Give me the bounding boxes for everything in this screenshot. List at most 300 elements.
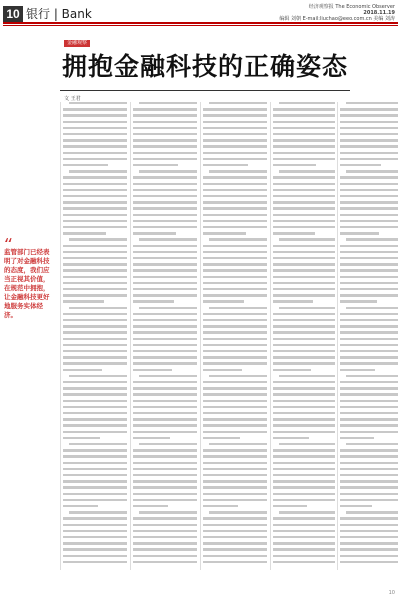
text-line: [133, 517, 197, 519]
text-line: [133, 282, 197, 284]
text-line: [273, 158, 335, 160]
text-line: [203, 114, 267, 116]
text-line: [340, 127, 398, 129]
text-line: [340, 331, 398, 333]
text-line: [133, 251, 197, 253]
text-line: [273, 381, 335, 383]
text-line: [203, 207, 267, 209]
text-line: [340, 139, 398, 141]
text-line: [203, 220, 267, 222]
text-line: [203, 555, 267, 557]
page-number: 10: [3, 6, 23, 22]
text-line: [209, 170, 267, 172]
body-column-3: [203, 102, 267, 570]
text-line: [63, 455, 127, 457]
text-line: [63, 263, 127, 265]
text-line: [63, 313, 127, 315]
text-line: [133, 263, 197, 265]
text-line: [203, 139, 267, 141]
text-line: [273, 468, 335, 470]
text-line: [133, 300, 174, 302]
text-line: [203, 276, 267, 278]
text-line: [133, 133, 197, 135]
text-line: [139, 170, 197, 172]
text-line: [63, 480, 127, 482]
column-divider: [130, 102, 131, 570]
text-line: [63, 288, 127, 290]
page-header: [0, 0, 401, 34]
text-line: [203, 189, 267, 191]
body-column-4: [273, 102, 335, 570]
text-line: [273, 133, 335, 135]
text-line: [273, 486, 335, 488]
text-line: [273, 220, 335, 222]
text-line: [209, 307, 267, 309]
text-line: [133, 139, 197, 141]
text-line: [63, 121, 127, 123]
text-line: [203, 294, 267, 296]
text-line: [133, 530, 197, 532]
text-line: [203, 325, 267, 327]
text-line: [203, 313, 267, 315]
text-line: [203, 127, 267, 129]
text-line: [133, 555, 197, 557]
text-line: [139, 443, 197, 445]
text-line: [340, 269, 398, 271]
text-line: [203, 462, 267, 464]
text-line: [63, 152, 127, 154]
text-line: [63, 499, 127, 501]
text-line: [203, 201, 267, 203]
text-line: [203, 288, 267, 290]
text-line: [203, 517, 267, 519]
text-line: [63, 276, 127, 278]
text-line: [273, 331, 335, 333]
text-line: [340, 319, 398, 321]
text-line: [203, 152, 267, 154]
text-line: [203, 183, 267, 185]
text-line: [203, 455, 267, 457]
text-line: [203, 195, 267, 197]
text-line: [273, 263, 335, 265]
text-line: [340, 183, 398, 185]
text-line: [340, 294, 398, 296]
text-line: [273, 288, 335, 290]
text-line: [340, 201, 398, 203]
text-line: [133, 127, 197, 129]
text-line: [203, 486, 267, 488]
text-line: [203, 542, 267, 544]
text-line: [63, 548, 127, 550]
body-column-1: [63, 102, 127, 570]
text-line: [340, 325, 398, 327]
text-line: [133, 207, 197, 209]
text-line: [340, 418, 398, 420]
text-line: [279, 375, 335, 377]
text-line: [273, 145, 335, 147]
text-line: [340, 263, 398, 265]
text-line: [340, 108, 398, 110]
text-line: [63, 319, 127, 321]
text-line: [279, 238, 335, 240]
text-line: [340, 251, 398, 253]
text-line: [133, 294, 197, 296]
text-line: [273, 251, 335, 253]
text-line: [203, 418, 267, 420]
text-line: [340, 288, 398, 290]
text-line: [69, 307, 127, 309]
text-line: [209, 375, 267, 377]
text-line: [63, 536, 127, 538]
text-line: [273, 474, 335, 476]
text-line: [340, 276, 398, 278]
text-line: [273, 418, 335, 420]
text-line: [63, 393, 127, 395]
text-line: [63, 344, 127, 346]
text-line: [340, 158, 398, 160]
text-line: [133, 356, 197, 358]
text-line: [69, 102, 127, 104]
text-line: [273, 362, 335, 364]
text-line: [340, 393, 398, 395]
text-line: [63, 331, 127, 333]
text-line: [133, 257, 197, 259]
text-line: [133, 462, 197, 464]
text-line: [63, 201, 127, 203]
text-line: [273, 294, 335, 296]
text-line: [63, 127, 127, 129]
text-line: [340, 536, 398, 538]
body-column-5: [340, 102, 398, 570]
text-line: [133, 406, 197, 408]
text-line: [279, 102, 335, 104]
text-line: [63, 350, 127, 352]
text-line: [340, 524, 398, 526]
text-line: [63, 232, 106, 234]
text-line: [203, 362, 267, 364]
text-line: [203, 257, 267, 259]
text-line: [273, 152, 335, 154]
text-line: [340, 406, 398, 408]
text-line: [273, 121, 335, 123]
text-line: [203, 133, 267, 135]
text-line: [340, 176, 398, 178]
text-line: [63, 133, 127, 135]
text-line: [63, 424, 127, 426]
text-line: [63, 381, 127, 383]
text-line: [273, 319, 335, 321]
text-line: [133, 362, 197, 364]
text-line: [340, 282, 398, 284]
header-meta: [245, 4, 395, 22]
column-divider: [270, 102, 271, 570]
text-line: [63, 183, 127, 185]
article-author: 文 王君: [64, 96, 81, 102]
text-line: [273, 269, 335, 271]
text-line: [133, 325, 197, 327]
text-line: [133, 468, 197, 470]
text-line: [346, 170, 398, 172]
text-line: [340, 195, 398, 197]
text-line: [133, 114, 197, 116]
text-line: [273, 226, 335, 228]
text-line: [63, 542, 127, 544]
text-line: [63, 555, 127, 557]
text-line: [203, 449, 267, 451]
text-line: [273, 536, 335, 538]
text-line: [63, 449, 127, 451]
text-line: [273, 412, 335, 414]
text-line: [63, 418, 127, 420]
text-line: [273, 449, 335, 451]
text-line: [203, 108, 267, 110]
text-line: [133, 276, 197, 278]
text-line: [139, 102, 197, 104]
text-line: [139, 307, 197, 309]
text-line: [340, 257, 398, 259]
text-line: [63, 530, 127, 532]
text-line: [340, 245, 398, 247]
text-line: [273, 499, 335, 501]
text-line: [133, 350, 197, 352]
text-line: [203, 493, 267, 495]
text-line: [69, 511, 127, 513]
section-name: 银行 | Bank: [26, 7, 92, 21]
text-line: [63, 207, 127, 209]
text-line: [340, 313, 398, 315]
text-line: [203, 263, 267, 265]
text-line: [203, 387, 267, 389]
footer-page-ref: 10: [388, 590, 395, 596]
text-line: [133, 412, 197, 414]
text-line: [63, 251, 127, 253]
text-line: [340, 121, 398, 123]
text-line: [63, 195, 127, 197]
text-line: [273, 431, 335, 433]
text-line: [133, 176, 197, 178]
text-line: [340, 189, 398, 191]
text-line: [340, 480, 398, 482]
text-line: [273, 114, 335, 116]
text-line: [203, 319, 267, 321]
text-line: [63, 139, 127, 141]
text-line: [133, 214, 197, 216]
text-line: [133, 548, 197, 550]
text-line: [340, 517, 398, 519]
text-line: [63, 282, 127, 284]
text-line: [203, 499, 267, 501]
text-line: [209, 511, 267, 513]
text-line: [273, 245, 335, 247]
text-line: [273, 313, 335, 315]
text-line: [133, 474, 197, 476]
text-line: [340, 462, 398, 464]
text-line: [346, 375, 398, 377]
text-line: [133, 183, 197, 185]
text-line: [63, 524, 127, 526]
text-line: [209, 102, 267, 104]
text-line: [340, 226, 398, 228]
text-line: [203, 524, 267, 526]
text-line: [273, 164, 316, 166]
text-line: [209, 443, 267, 445]
text-line: [63, 325, 127, 327]
text-line: [273, 189, 335, 191]
text-line: [63, 517, 127, 519]
text-line: [63, 338, 127, 340]
header-rule-thin: [3, 25, 398, 26]
text-line: [69, 238, 127, 240]
text-line: [340, 350, 398, 352]
text-line: [273, 524, 335, 526]
text-line: [133, 493, 197, 495]
text-line: [133, 226, 197, 228]
text-line: [340, 369, 375, 371]
text-line: [133, 288, 197, 290]
text-line: [69, 170, 127, 172]
text-line: [133, 158, 197, 160]
text-line: [203, 474, 267, 476]
text-line: [133, 369, 172, 371]
text-line: [203, 245, 267, 247]
text-line: [273, 505, 307, 507]
text-line: [273, 344, 335, 346]
text-line: [340, 424, 398, 426]
text-line: [203, 164, 248, 166]
text-line: [340, 400, 398, 402]
text-line: [203, 400, 267, 402]
text-line: [340, 542, 398, 544]
text-line: [63, 406, 127, 408]
text-line: [139, 511, 197, 513]
text-line: [203, 393, 267, 395]
text-line: [273, 183, 335, 185]
text-line: [203, 350, 267, 352]
text-line: [203, 226, 267, 228]
text-line: [133, 424, 197, 426]
text-line: [203, 145, 267, 147]
text-line: [133, 164, 178, 166]
text-line: [273, 350, 335, 352]
text-line: [203, 424, 267, 426]
text-line: [133, 536, 197, 538]
text-line: [203, 431, 267, 433]
title-underline: [60, 90, 350, 91]
text-line: [63, 412, 127, 414]
text-line: [340, 412, 398, 414]
text-line: [340, 548, 398, 550]
text-line: [340, 474, 398, 476]
text-line: [273, 232, 315, 234]
text-line: [133, 524, 197, 526]
text-line: [340, 449, 398, 451]
text-line: [63, 114, 127, 116]
text-line: [203, 437, 240, 439]
text-line: [133, 400, 197, 402]
text-line: [273, 214, 335, 216]
text-line: [340, 214, 398, 216]
text-line: [63, 145, 127, 147]
article-title: 拥抱金融科技的正确姿态: [61, 52, 348, 81]
header-meta-line1: 经济观察报 The Economic Observer: [308, 4, 395, 10]
text-line: [273, 561, 335, 563]
text-line: [273, 437, 309, 439]
text-line: [340, 344, 398, 346]
pull-quote: 监管部门已经表明了对金融科技的态度，我们应当正视其价值，在规范中拥抱，让金融科技更好地服务实体经济。: [4, 248, 50, 319]
text-line: [133, 338, 197, 340]
text-line: [273, 393, 335, 395]
text-line: [273, 276, 335, 278]
text-line: [133, 108, 197, 110]
text-line: [133, 319, 197, 321]
text-line: [273, 300, 313, 302]
text-line: [133, 505, 168, 507]
text-line: [340, 437, 374, 439]
text-line: [63, 214, 127, 216]
text-line: [346, 511, 398, 513]
text-line: [203, 356, 267, 358]
text-line: [203, 536, 267, 538]
text-line: [273, 207, 335, 209]
issue-date: 2018.11.19: [363, 10, 395, 16]
text-line: [203, 300, 244, 302]
text-line: [133, 201, 197, 203]
text-line: [203, 214, 267, 216]
text-line: [273, 369, 311, 371]
column-divider: [60, 102, 61, 570]
text-line: [63, 493, 127, 495]
text-line: [133, 145, 197, 147]
text-line: [63, 257, 127, 259]
text-line: [133, 313, 197, 315]
text-line: [273, 108, 335, 110]
text-line: [203, 269, 267, 271]
text-line: [346, 238, 398, 240]
text-line: [63, 300, 104, 302]
text-line: [273, 542, 335, 544]
text-line: [63, 561, 127, 563]
text-line: [340, 387, 398, 389]
column-divider: [337, 102, 338, 570]
text-line: [340, 561, 398, 563]
text-line: [273, 282, 335, 284]
text-line: [133, 418, 197, 420]
text-line: [346, 307, 398, 309]
text-line: [273, 176, 335, 178]
text-line: [63, 387, 127, 389]
text-line: [133, 381, 197, 383]
text-line: [346, 443, 398, 445]
text-line: [133, 152, 197, 154]
text-line: [279, 511, 335, 513]
text-line: [273, 462, 335, 464]
text-line: [273, 387, 335, 389]
text-line: [340, 300, 377, 302]
text-line: [340, 530, 398, 532]
text-line: [133, 189, 197, 191]
text-line: [340, 232, 379, 234]
text-line: [139, 238, 197, 240]
text-line: [203, 480, 267, 482]
text-line: [63, 176, 127, 178]
text-line: [273, 195, 335, 197]
text-line: [203, 406, 267, 408]
text-line: [273, 127, 335, 129]
text-line: [63, 486, 127, 488]
text-line: [340, 114, 398, 116]
text-line: [133, 269, 197, 271]
text-line: [69, 443, 127, 445]
